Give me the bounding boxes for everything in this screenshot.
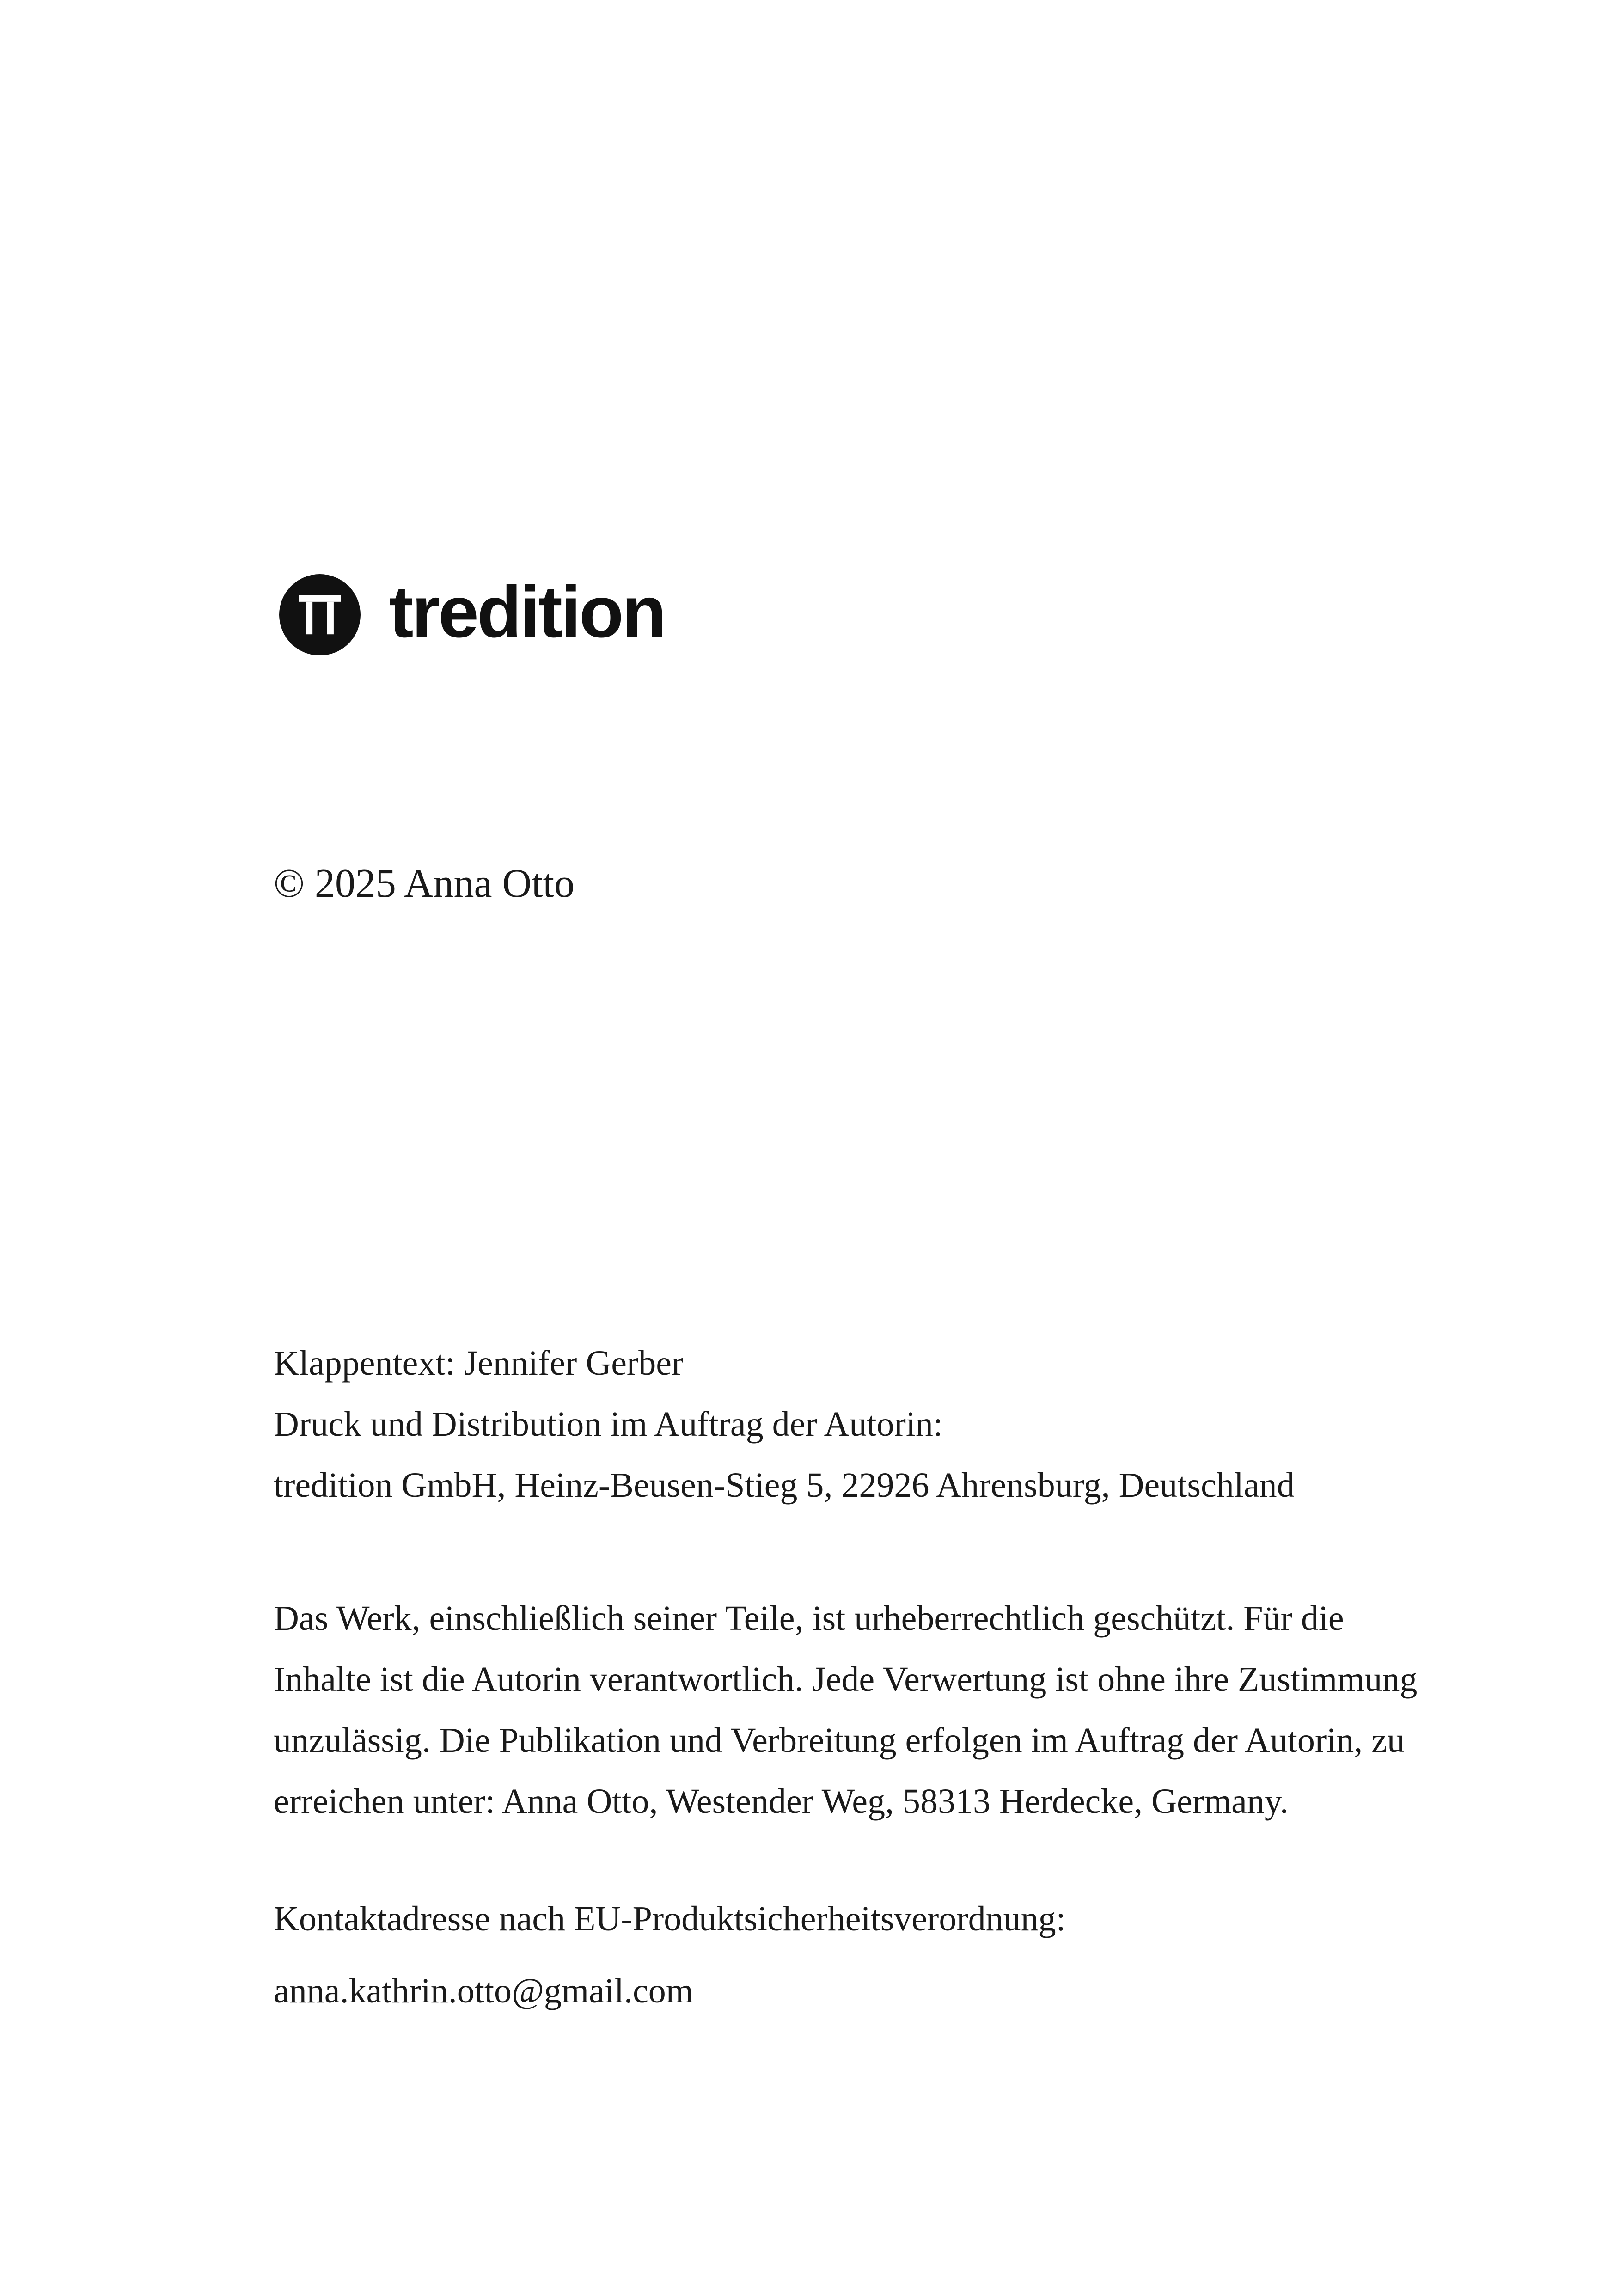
contact-block xyxy=(274,1888,1066,2021)
legal-notice xyxy=(274,1588,1417,1832)
credits-line: Klappentext: Jennifer Gerber xyxy=(274,1344,684,1383)
copyright-notice: © 2025 Anna Otto xyxy=(274,861,575,906)
credits-line: tredition GmbH, Heinz-Beusen-Stieg 5, 22926 Ahrensburg, Deutschland xyxy=(274,1466,1295,1505)
contact-label: Kontaktadresse nach EU-Produktsicherheitsverordnung: xyxy=(274,1899,1066,1938)
legal-line: Das Werk, einschließlich seiner Teile, ist urheberrechtlich geschützt. Für die xyxy=(274,1599,1344,1638)
publisher-logo xyxy=(279,573,665,656)
legal-line: unzulässig. Die Publikation und Verbreitung erfolgen im Auftrag der Autorin, zu xyxy=(274,1721,1405,1760)
credits-line: Druck und Distribution im Auftrag der Autorin: xyxy=(274,1405,943,1444)
legal-line: erreichen unter: Anna Otto, Westender Weg, 58313 Herdecke, Germany. xyxy=(274,1782,1289,1821)
contact-email: anna.kathrin.otto@gmail.com xyxy=(274,1971,693,2010)
credits-block xyxy=(274,1333,1295,1516)
tredition-t-circle-icon xyxy=(279,574,361,655)
logo-wordmark: tredition xyxy=(389,571,665,653)
legal-line: Inhalte ist die Autorin verantwortlich. Jede Verwertung ist ohne ihre Zustimmung xyxy=(274,1660,1418,1699)
